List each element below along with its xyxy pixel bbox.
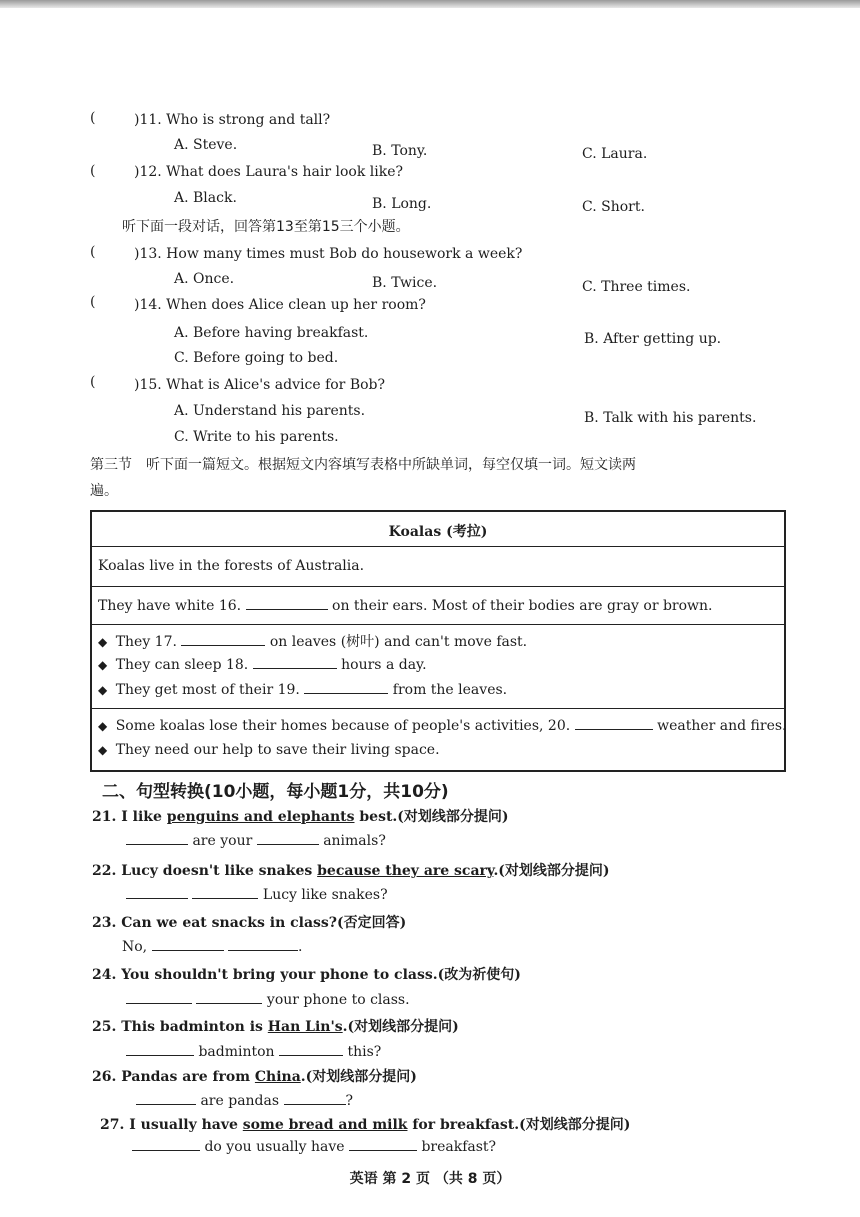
blank-17[interactable] (181, 633, 265, 646)
text: . (298, 939, 303, 955)
question-23: 23. Can we eat snacks in class?(否定回答) (92, 915, 407, 931)
answer-line-21 (126, 832, 386, 849)
text: this? (347, 1044, 382, 1060)
text: are pandas (200, 1093, 280, 1109)
question-26 (92, 1066, 417, 1086)
text: 21. I like (92, 809, 167, 825)
answer-line-22 (126, 886, 388, 903)
blank[interactable] (126, 1043, 194, 1056)
text: weather and fires. (657, 718, 787, 734)
option-c: C. Before going to bed. (174, 350, 339, 366)
answer-paren[interactable]: ( (90, 110, 96, 126)
answer-line-27 (132, 1138, 496, 1155)
koalas-table (90, 510, 786, 772)
text: are your (192, 833, 253, 849)
blank[interactable] (284, 1092, 346, 1105)
table-cell (98, 631, 527, 651)
answer-paren[interactable]: ( (90, 244, 96, 260)
question-11: )11. Who is strong and tall? (134, 112, 331, 128)
text: They need our help to save their living space. (115, 742, 440, 758)
blank[interactable] (349, 1138, 417, 1151)
answer-paren[interactable]: ( (90, 374, 96, 390)
blank[interactable] (126, 832, 188, 845)
text: breakfast? (421, 1139, 497, 1155)
option-b: B. Talk with his parents. (584, 410, 757, 426)
diamond-bullet-icon: ◆ (98, 719, 108, 733)
option-a: A. Steve. (174, 137, 238, 153)
table-row (92, 546, 784, 586)
option-c: C. Three times. (582, 279, 691, 295)
diamond-bullet-icon: ◆ (98, 635, 108, 649)
text: from the leaves. (392, 682, 508, 698)
section3-heading: 第三节 听下面一篇短文。根据短文内容填写表格中所缺单词，每空仅填一词。短文读两 (90, 457, 636, 473)
option-c: C. Short. (582, 199, 645, 215)
text: on leaves (树叶) and can't move fast. (269, 634, 528, 650)
text: 25. This badminton is (92, 1019, 268, 1035)
blank-16[interactable] (246, 597, 328, 610)
underlined-text: some bread and milk (242, 1117, 408, 1133)
question-12: )12. What does Laura's hair look like? (134, 164, 403, 180)
text: .(对划线部分提问) (300, 1069, 417, 1085)
table-cell: Koalas live in the forests of Australia. (98, 558, 365, 574)
table-title: Koalas (考拉) (388, 524, 488, 540)
question-24: 24. You shouldn't bring your phone to class.(改为祈使句) (92, 967, 521, 983)
question-22 (92, 860, 610, 880)
option-a: A. Before having breakfast. (174, 325, 369, 341)
option-b: B. Tony. (372, 143, 428, 159)
blank-18[interactable] (253, 656, 337, 669)
section3-heading-cont: 遍。 (90, 483, 118, 499)
text: do you usually have (204, 1139, 345, 1155)
blank[interactable] (136, 1092, 196, 1105)
blank[interactable] (126, 886, 188, 899)
text: 22. Lucy doesn't like snakes (92, 863, 318, 879)
question-21 (92, 806, 509, 826)
option-b: B. Long. (372, 196, 432, 212)
text: hours a day. (341, 657, 427, 673)
table-cell (98, 717, 787, 734)
answer-line-25 (126, 1043, 381, 1060)
page-footer: 英语 第 2 页 （共 8 页） (349, 1171, 511, 1187)
table-cell (98, 656, 427, 673)
text: on their ears. Most of their bodies are gray or brown. (332, 598, 713, 614)
text: badminton (198, 1044, 275, 1060)
text: No, (122, 939, 148, 955)
part2-heading: 二、句型转换(10小题，每小题1分，共10分) (102, 782, 449, 802)
option-b: B. After getting up. (584, 331, 722, 347)
instruction-13-15: 听下面一段对话，回答第13至第15三个小题。 (122, 219, 410, 235)
table-cell (98, 681, 507, 698)
blank[interactable] (279, 1043, 343, 1056)
text: They can sleep 18. (115, 657, 249, 673)
blank[interactable] (196, 991, 262, 1004)
table-cell (98, 597, 713, 614)
table-row (92, 586, 784, 624)
option-b: B. Twice. (372, 275, 438, 291)
underlined-text: because they are scary (317, 863, 494, 879)
text: They 17. (115, 634, 177, 650)
diamond-bullet-icon: ◆ (98, 658, 108, 672)
answer-paren[interactable]: ( (90, 163, 96, 179)
question-25 (92, 1016, 459, 1036)
table-title-row (92, 512, 784, 546)
blank[interactable] (132, 1138, 200, 1151)
text: best.(对划线部分提问) (354, 809, 509, 825)
option-a: A. Black. (174, 190, 237, 206)
text: animals? (323, 833, 386, 849)
table-row (92, 708, 787, 770)
question-15: )15. What is Alice's advice for Bob? (134, 377, 386, 393)
option-c: C. Laura. (582, 146, 648, 162)
blank[interactable] (228, 938, 298, 951)
underlined-text: China (254, 1069, 301, 1085)
table-cell (98, 742, 440, 758)
text: They get most of their 19. (115, 682, 300, 698)
text: for breakfast.(对划线部分提问) (407, 1117, 631, 1133)
text: .(对划线部分提问) (342, 1019, 459, 1035)
answer-line-26 (136, 1092, 353, 1109)
blank-19[interactable] (304, 681, 388, 694)
text: .(对划线部分提问) (493, 863, 610, 879)
text: 27. I usually have (100, 1117, 243, 1133)
blank-20[interactable] (575, 717, 653, 730)
blank[interactable] (126, 991, 192, 1004)
text: 26. Pandas are from (92, 1069, 255, 1085)
question-27 (100, 1114, 630, 1134)
question-14: )14. When does Alice clean up her room? (134, 297, 426, 313)
diamond-bullet-icon: ◆ (98, 683, 108, 697)
underlined-text: Han Lin's (267, 1019, 343, 1035)
answer-paren[interactable]: ( (90, 294, 96, 310)
underlined-text: penguins and elephants (166, 809, 355, 825)
text: your phone to class. (266, 992, 410, 1008)
option-a: A. Understand his parents. (174, 403, 366, 419)
text: ? (345, 1093, 354, 1109)
blank[interactable] (152, 938, 224, 951)
answer-line-23 (122, 938, 303, 955)
text: Some koalas lose their homes because of people's activities, 20. (115, 718, 571, 734)
option-c: C. Write to his parents. (174, 429, 339, 445)
answer-line-24 (126, 991, 410, 1008)
table-row (92, 624, 784, 708)
diamond-bullet-icon: ◆ (98, 743, 108, 757)
blank[interactable] (257, 832, 319, 845)
text: Lucy like snakes? (262, 887, 388, 903)
blank[interactable] (192, 886, 258, 899)
text: They have white 16. (98, 598, 242, 614)
question-13: )13. How many times must Bob do housework a week? (134, 246, 523, 262)
option-a: A. Once. (174, 271, 235, 287)
